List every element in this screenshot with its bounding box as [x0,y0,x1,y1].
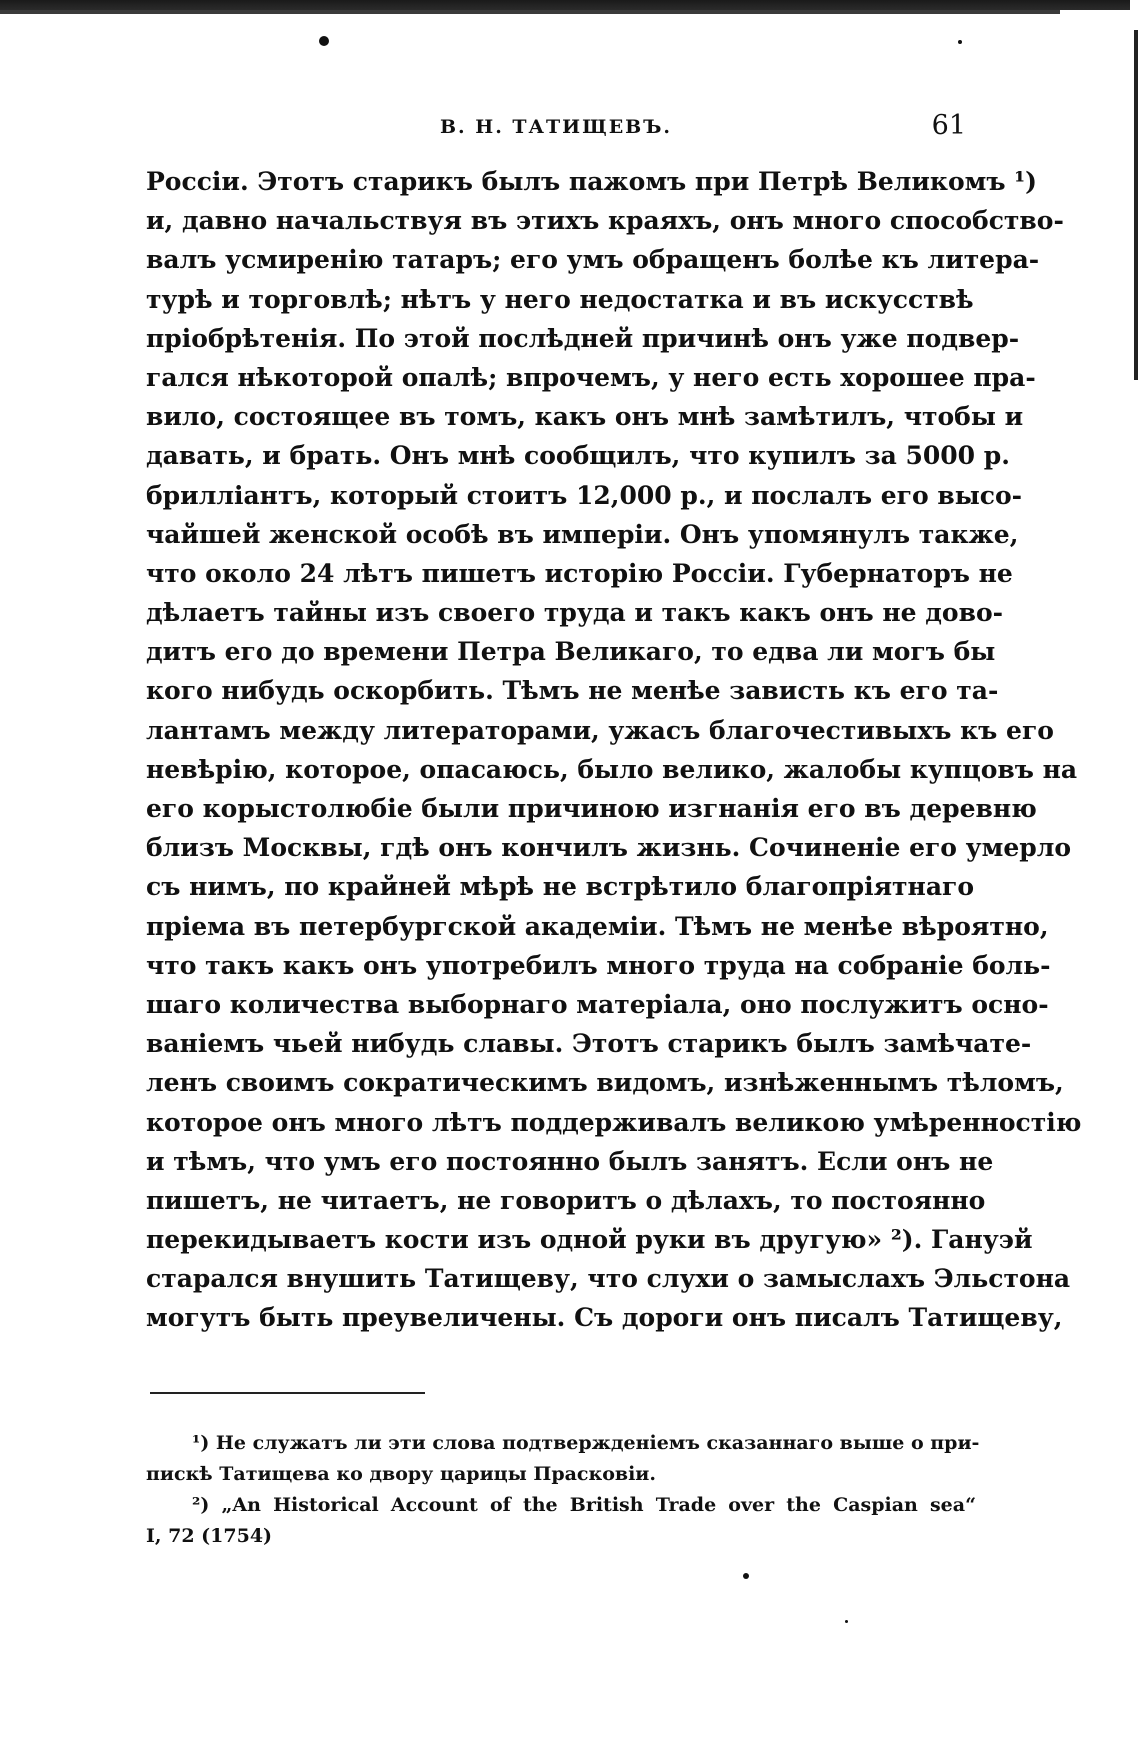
running-head [146,110,966,150]
text-line: пишетъ, не читаетъ, не говоритъ о дѣлахъ, то постоянно [146,1185,986,1215]
text-line: пріема въ петербургской академіи. Тѣмъ не менѣе вѣроятно, [146,911,1049,941]
scan-border-top [0,0,1130,10]
text-line: пріобрѣтенія. По этой послѣдней причинѣ онъ уже подвер- [146,323,1020,353]
text-line: старался внушить Татищеву, что слухи о замыслахъ Эльстона [146,1264,1071,1294]
text-line: вило, состоящее въ томъ, какъ онъ мнѣ замѣтилъ, чтобы и [146,402,1024,432]
footnote-line: пискѣ Татищева ко двору царицы Прасковіи. [146,1463,657,1485]
footnotes [146,1428,980,1552]
text-line: гался нѣкоторой опалѣ; впрочемъ, у него есть хорошее пра- [146,362,1036,392]
footnote-separator [150,1392,425,1394]
scan-speck [319,36,329,46]
text-line: шаго количества выборнаго матеріала, оно послужитъ осно- [146,989,1049,1019]
text-line: дитъ его до времени Петра Великаго, то едва ли могъ бы [146,637,996,667]
text-line: ленъ своимъ сократическимъ видомъ, изнѣженнымъ тѣломъ, [146,1068,1064,1098]
text-line: дѣлаетъ тайны изъ своего труда и такъ какъ онъ не дово- [146,598,1004,628]
text-line: Россіи. Этотъ старикъ былъ пажомъ при Петрѣ Великомъ ¹) [146,167,1038,196]
scan-speck [743,1573,749,1579]
scan-border-right [1134,30,1138,380]
footnote-line: ²) „An Historical Account of the British Trade over the Caspian sea“ [192,1494,976,1516]
text-line: близъ Москвы, гдѣ онъ кончилъ жизнь. Сочиненіе его умерло [146,833,1072,863]
text-line: невѣрію, которое, опасаюсь, было велико, жалобы купцовъ на [146,754,1078,784]
text-line: давать, и брать. Онъ мнѣ сообщилъ, что купилъ за 5000 р. [146,441,1010,471]
text-line: кого нибудь оскорбить. Тѣмъ не менѣе зависть къ его та- [146,676,999,706]
text-line: могутъ быть преувеличены. Съ дороги онъ писалъ Татищеву, [146,1303,1063,1333]
text-line: что около 24 лѣтъ пишетъ исторію Россіи. Губернаторъ не [146,558,1013,588]
text-line: чайшей женской особѣ въ имперіи. Онъ упомянулъ также, [146,519,1019,549]
text-line: его корыстолюбіе были причиною изгнанія его въ деревню [146,794,1037,823]
text-line: лантамъ между литераторами, ужасъ благочестивыхъ къ его [146,715,1054,745]
body-text [146,162,1082,1338]
text-line: съ нимъ, по крайней мѣрѣ не встрѣтило благопріятнаго [146,872,975,902]
running-title: В. Н. ТАТИЩЕВЪ. [439,116,673,138]
text-line: и, давно начальствуя въ этихъ краяхъ, онъ много способство- [146,206,1064,236]
scan-border-top-thin [0,10,1060,14]
page-number: 61 [931,110,966,141]
scan-speck [845,1620,848,1623]
scan-speck [958,40,962,44]
text-line: которое онъ много лѣтъ поддерживалъ великою умѣренностію [146,1107,1082,1137]
text-line: что такъ какъ онъ употребилъ много труда на собраніе боль- [146,950,1051,980]
text-line: турѣ и торговлѣ; нѣтъ у него недостатка и въ искусствѣ [146,284,974,314]
text-line: ваніемъ чьей нибудь славы. Этотъ старикъ былъ замѣчате- [146,1029,1032,1059]
text-line: валъ усмиренію татаръ; его умъ обращенъ болѣе къ литера- [146,245,1040,275]
footnote-line: ¹) Не служатъ ли эти слова подтвержденіемъ сказаннаго выше о при- [192,1432,980,1454]
text-line: и тѣмъ, что умъ его постоянно былъ занятъ. Если онъ не [146,1146,994,1176]
footnote-line: I, 72 (1754) [146,1525,273,1547]
text-line: бриллiантъ, который стоитъ 12,000 р., и послалъ его высо- [146,480,1023,510]
text-line: перекидываетъ кости изъ одной руки въ другую» ²). Гануэй [146,1225,1033,1255]
